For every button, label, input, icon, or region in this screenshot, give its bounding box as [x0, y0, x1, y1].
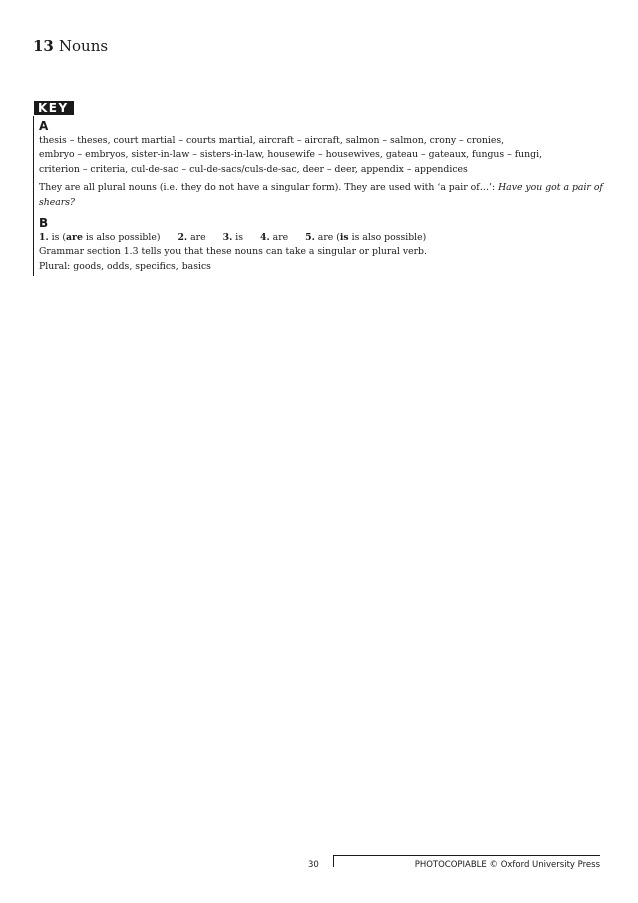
- unit-title: Nouns: [58, 37, 109, 55]
- section-a-note-text: They are all plural nouns (i.e. they do not have a singular form). They are used with ‘a pair of…’:: [39, 182, 499, 194]
- page-number: 30: [308, 860, 319, 870]
- key-body: [33, 116, 603, 276]
- answer-key: [33, 97, 603, 276]
- answer-item: 5. are (is is also possible): [305, 232, 427, 244]
- section-b-label: B: [39, 216, 49, 231]
- answer-item: 3. is: [222, 232, 244, 244]
- section-b-grammar-note: Grammar section 1.3 tells you that these nouns can take a singular or plural verb.: [39, 246, 427, 258]
- copyright-notice: PHOTOCOPIABLE © Oxford University Press: [414, 860, 600, 870]
- section-a-note: [39, 181, 603, 210]
- section-a-line: embryo – embryos, sister-in-law – sisters-in-law, housewife – housewives, gateau – gateaux, fungus – fungi,: [39, 149, 543, 161]
- page-heading: [33, 36, 108, 56]
- section-a-label: A: [39, 119, 49, 133]
- answer-item: 4. are: [259, 232, 289, 244]
- footer-divider: [333, 855, 334, 867]
- section-b-answers: [39, 231, 603, 245]
- answer-item: 1. is (are is also possible): [39, 232, 161, 244]
- unit-number: 13: [33, 37, 54, 55]
- answer-item: 2. are: [177, 232, 206, 244]
- section-a-line: thesis – theses, court martial – courts martial, aircraft – aircraft, salmon – salmon, crony – cronies,: [39, 135, 505, 146]
- section-b-plural-note: Plural: goods, odds, specifics, basics: [39, 260, 211, 272]
- section-a-note-example: Have you got a pair of shears?: [39, 182, 603, 208]
- key-badge: KEY: [34, 101, 74, 115]
- footer-rule: [333, 855, 600, 856]
- section-a-line: criterion – criteria, cul-de-sac – cul-de-sacs/culs-de-sac, deer – deer, appendix – appendices: [39, 163, 468, 175]
